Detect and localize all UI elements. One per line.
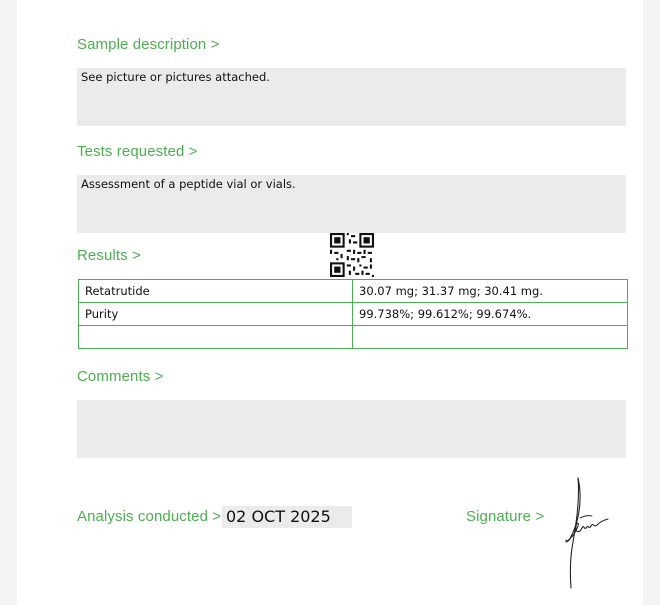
comments-heading: Comments > <box>77 368 164 385</box>
table-row <box>79 303 628 326</box>
table-cell: 30.07 mg; 31.37 mg; 30.41 mg. <box>353 280 628 303</box>
comments-field <box>77 400 626 458</box>
results-heading: Results > <box>77 247 141 264</box>
tests-requested-text: Assessment of a peptide vial or vials. <box>81 177 296 191</box>
table-row <box>79 326 628 349</box>
analysis-date: 02 OCT 2025 <box>226 507 331 526</box>
sample-description-heading: Sample description > <box>77 36 220 53</box>
tests-requested-heading: Tests requested > <box>77 143 198 160</box>
sample-description-field <box>77 68 626 126</box>
table-cell <box>353 326 628 349</box>
analysis-conducted-label: Analysis conducted > <box>77 508 222 525</box>
signature-graphic <box>562 470 612 592</box>
table-cell: Purity <box>79 303 353 326</box>
report-page <box>17 0 643 605</box>
table-row <box>79 280 628 303</box>
table-cell <box>79 326 353 349</box>
tests-requested-field <box>77 175 626 233</box>
sample-description-text: See picture or pictures attached. <box>81 70 270 84</box>
table-cell: 99.738%; 99.612%; 99.674%. <box>353 303 628 326</box>
table-cell: Retatrutide <box>79 280 353 303</box>
analysis-date-field <box>222 506 352 528</box>
qr-code-icon <box>330 233 374 277</box>
results-table <box>78 279 628 349</box>
signature-label: Signature > <box>466 508 545 525</box>
